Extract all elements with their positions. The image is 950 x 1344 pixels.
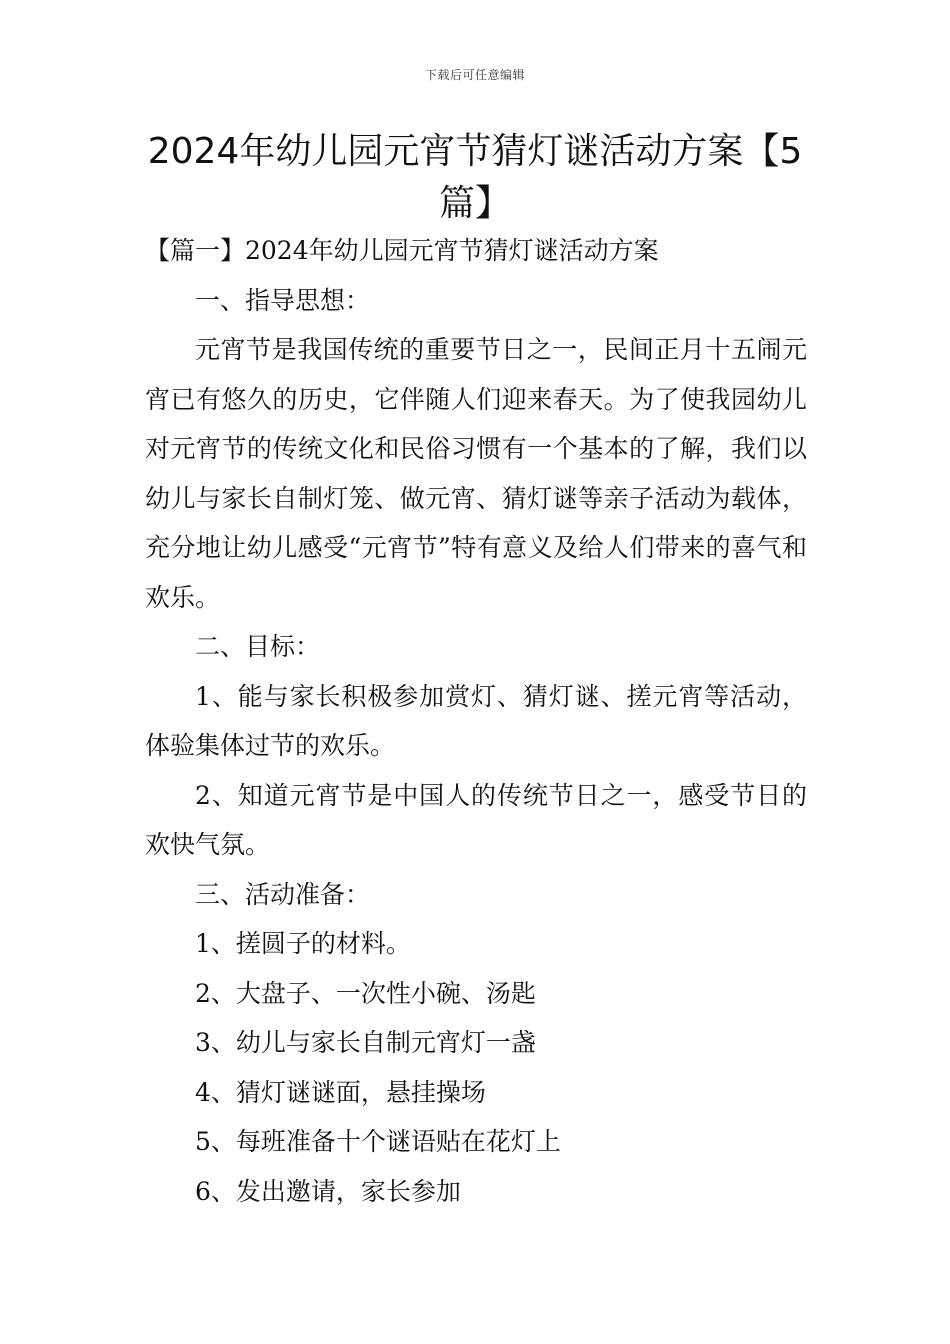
prep-item: 6、发出邀请，家长参加	[195, 1176, 461, 1206]
document-body	[145, 226, 807, 1216]
goal-item: 2、知道元宵节是中国人的传统节日之一，感受节日的欢快气氛。	[145, 780, 807, 859]
prep-item: 3、幼儿与家长自制元宵灯一盏	[195, 1028, 536, 1057]
document-title: 2024年幼儿园元宵节猜灯谜活动方案【5篇】	[147, 131, 803, 224]
goal-item: 1、能与家长积极参加赏灯、猜灯谜、搓元宵等活动，体验集体过节的欢乐。	[145, 681, 807, 760]
prep-item: 1、搓圆子的材料。	[195, 929, 411, 958]
part1-paragraph: 元宵节是我国传统的重要节日之一，民间正月十五闹元宵已有悠久的历史，它伴随人们迎来春天。为了使我园幼儿对元宵节的传统文化和民俗习惯有一个基本的了解，我们以幼儿与家长自制灯笼、做元宵、猜灯谜等亲子活动为载体，充分地让幼儿感受“元宵节”特有意义及给人们带来的喜气和欢乐。	[145, 335, 807, 612]
prep-item: 4、猜灯谜谜面，悬挂操场	[195, 1077, 486, 1107]
part1-heading: 一、指导思想：	[195, 285, 371, 315]
prep-item: 2、大盘子、一次性小碗、汤匙	[195, 978, 536, 1008]
part3-heading: 三、活动准备：	[195, 879, 371, 909]
part2-heading: 二、目标：	[195, 632, 321, 661]
header-note: 下载后可任意编辑	[424, 68, 525, 82]
section-heading: 【篇一】2024年幼儿园元宵节猜灯谜活动方案	[145, 236, 659, 265]
prep-item: 5、每班准备十个谜语贴在花灯上	[195, 1127, 561, 1156]
